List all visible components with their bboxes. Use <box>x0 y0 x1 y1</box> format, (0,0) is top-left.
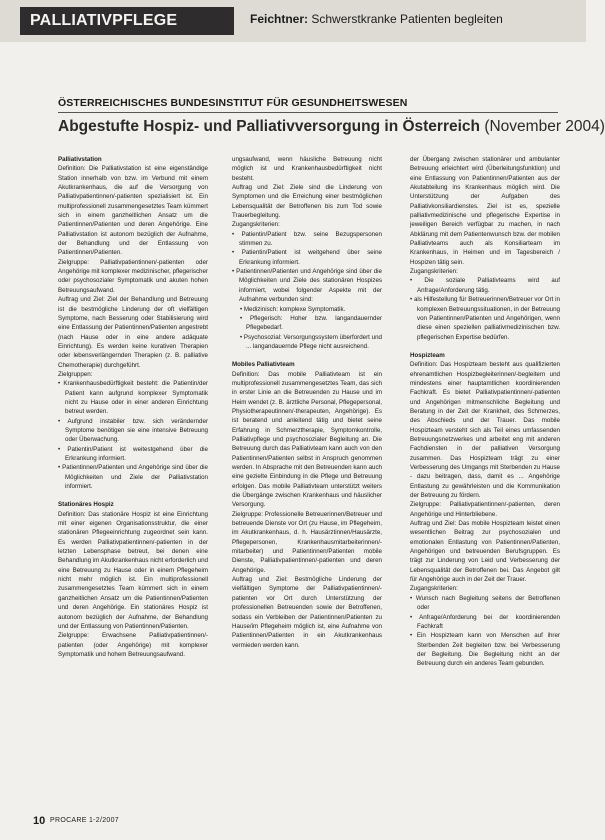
bullet-item: • Patientinnen/Patienten und Angehörige sind über die Möglichkeiten und Ziele des stationären Hospizes informiert, wobei folgender Aspekte mit der Aufnahme verbunden sind: <box>232 268 382 304</box>
author-label: Feichtner: <box>250 12 309 26</box>
bullet-item: • als Hilfestellung für Betreuerinnen/Betreuer vor Ort in komplexen Betreuungssituationen, in der Betreuung von Patientinnen/Patienten und Angehörigen, wenn diese einen speziellen palliativmedizinischen bzw. pflegerischen Expertise bedürfen. <box>410 296 560 341</box>
divider <box>58 112 558 113</box>
text-column-3 <box>410 155 560 669</box>
header-line <box>250 12 503 26</box>
paragraph: Definition: Die Palliativstation ist eine eigenständige Station innerhalb von bzw. im Verbund mit einem Akutkrankenhaus, die auf die Versorgung von Palliativpatientinnen/-patienten spezialisiert ist. Ein multiprofessionell zusammengesetztes Team kümmert sich in einem ganzheitlichen Ansatz um die Patientinnen/Patienten und deren Angehörige. Eine Palliativstation ist autonom bezüglich der Aufnahme, der Behandlung und der Entlassung von Patientinnen/Patienten. <box>58 165 208 257</box>
paragraph: Auftrag und Ziel: Das mobile Hospizteam leistet einen wesentlichen Beitrag zur psychosozialen und emotionalen Entlastung von Patientinnen/Patienten, Angehörigen und betreuenden Berufsgruppen. Es trägt zur Linderung von Leid und Verbesserung der Lebensqualität der Betroffenen bei. Das Angebot gilt für Angehörige auch in der Zeit der Trauer. <box>410 520 560 584</box>
paragraph: Zugangskriterien: <box>410 585 458 593</box>
bullet-item: • Patientin/Patient bzw. seine Bezugspersonen stimmen zu. <box>232 230 382 248</box>
paragraph: Zielgruppe: Professionelle Betreuerinnen/Betreuer und betreuende Dienste vor Ort (zu Hause, im Pflegeheim, im Akutkrankenhaus, d. h. Hausärztinnen/Hausärzte, Pflegepersonen, Krankenhausmitarbeiterinnen/-mitarbeiter) und Patientinnen/Patienten mobile Dienste, Palliativpatientinnen/-patienten und deren Angehörige. <box>232 510 382 574</box>
paragraph: Zugangskriterien: <box>410 268 458 276</box>
title-main: Abgestufte Hospiz- und Palliativversorgung in Österreich <box>58 118 481 135</box>
article-title <box>58 118 605 136</box>
bullet-item: • Anfrage/Anforderung bei der koordinierenden Fachkraft <box>410 613 560 630</box>
text-column-2 <box>232 155 382 650</box>
publication-source: PROCARE 1-2/2007 <box>50 817 119 824</box>
bullet-item: • Krankenhausbedürftigkeit besteht: die Patientin/der Patient kann aufgrund komplexer Symptomatik nicht zu Hause oder in einer anderen Einrichtung betreut werden. <box>58 380 208 416</box>
bullet-item: • Patientinnen/Patienten und Angehörige sind über die Möglichkeiten und Ziele der Palliativstation informiert. <box>58 464 208 491</box>
bullet-item: • Patientin/Patient ist weitgehend über seine Erkrankung informiert. <box>232 249 382 266</box>
bullet-item: • Ein Hospizteam kann von Menschen auf ihrer Sterbenden Zeit begleiten bzw. bei Verbesserung der Begleitung. Die Begleitung nicht an der Betreuung durch ein anderes Team gebunden. <box>410 632 560 668</box>
header-subtitle: Schwerstkranke Patienten begleiten <box>311 12 503 26</box>
text-column-1 <box>58 155 208 659</box>
section-heading: Stationäres Hospiz <box>58 501 114 509</box>
section-heading: Palliativstation <box>58 156 102 163</box>
bullet-item: • Wunsch nach Begleitung seitens der Betroffenen oder <box>410 594 560 612</box>
title-date: (November 2004) <box>484 118 605 135</box>
bullet-item: • Patientin/Patient ist weitestgehend über die Erkrankung informiert. <box>58 445 208 462</box>
bullet-item: • Aufgrund instabiler bzw. sich verändernder Symptome benötigen sie eine intensive Betreuung oder Überwachung. <box>58 417 208 444</box>
paragraph: Zielgruppe: Erwachsene Palliativpatientinnen/-patienten (oder Angehörige) mit komplexer Symptomatik und hohem Betreuungsaufwand. <box>58 632 208 658</box>
paragraph: Auftrag und Ziel: Ziel der Behandlung und Betreuung ist die bestmögliche Linderung der oft vielfältigen Symptome, nach Besserung oder Stabilisierung wird eine Entlassung der Patientinnen/Patienten angestrebt (nach Hause oder in eine andere adäquate Einrichtung). Es werden keine kurativen Therapien oder lebensverlängernden Therapien (z. B. palliative Chemotherapie) durchgeführt. <box>58 296 208 369</box>
sub-bullet-item: • Medizinisch: komplexe Symptomatik. <box>240 305 346 313</box>
sub-bullet-item: • Psychosozial: Versorgungssystem überfordert und ... langandauernde Pflege nicht ausreichend. <box>240 333 382 350</box>
paragraph: Definition: Das mobile Palliativteam ist ein multiprofessionell zusammengesetztes Team, das sich in erster Linie an die Betreuenden zu Hause und im Heim wendet (z. B. ärztliche Personal, Pflegepersonal, Physiotherapeutinnen/-therapeuten, Angehörige). Es ist beratend und anleitend tätig und bietet seine Erfahrung in Schmerztherapie, Symptomkontrolle, Palliativpflege und psychosozialer Begleitung an. Die Betreuung durch das Palliativteam kann auch von den Patientinnen/Patienten selbst in Anspruch genommen werden. In Absprache mit den Betreuenden kann auch eine gezielte Einbindung in die Pflege und Betreuung erfolgen. Das mobile Palliativteam unterstützt weiters die Übergänge zwischen Krankenhaus und häuslicher Versorgung. <box>232 370 382 509</box>
paragraph: Definition: Das Hospizteam besteht aus qualifizierten ehrenamtlichen Hospizbegleiterinnen/-begleitern und mindestens einer hauptamtlichen koordinierenden Fachkraft. Es bietet Palliativpatientinnen/-patienten und Angehörigen mitmenschliche Begleitung und Beratung in der Zeit der Krankheit, des Schmerzes, des Abschieds und der Trauer. Das mobile Hospizteam versteht sich als Teil eines umfassenden Betreuungsnetzwerkes und arbeitet eng mit anderen Fachdiensten in der palliativen Versorgung zusammen. Das Hospizteam trägt zu einer Verbesserung des Umgangs mit Sterbenden zu Hause - dazu beitragen, dass, damit es ... Angehörige Entlastung zu gewährleisten und die Kommunikation der Betreuung zu fördern. <box>410 361 560 500</box>
paragraph: Zielgruppe: Palliativpatientinnen/-patienten, deren Angehörige und Hinterbliebene. <box>410 501 560 518</box>
section-heading: Mobiles Palliativteam <box>232 361 295 369</box>
section-heading: Hospizteam <box>410 351 445 359</box>
paragraph: ungsaufwand, wenn häusliche Betreuung nicht möglich ist und Krankenhausbedürftigkeit nicht besteht. <box>232 156 382 182</box>
header-bar <box>0 0 586 42</box>
page-number: 10 <box>33 815 46 827</box>
sub-bullet-item: • Pflegerisch: Hoher bzw. langandauernder Pflegebedarf. <box>240 314 382 332</box>
section-tag: PALLIATIVPFLEGE <box>20 7 234 35</box>
paragraph: Zielgruppe: Palliativpatientinnen/-patienten oder Angehörige mit komplexer medizinischer, pflegerischer oder psychosozialer Symptomatik und akuten hohen Betreuungsaufwand. <box>58 258 208 294</box>
paragraph: Auftrag und Ziel: Ziele sind die Linderung von Symptomen und die Erreichung einer bestmöglichen Lebensqualität der Betroffenen bis zum Tod sowie Trauerbegleitung. <box>232 184 382 220</box>
paragraph: der Übergang zwischen stationärer und ambulanter Betreuung erleichtert wird (Überleitungsfunktion) und eine Entlassung von Patientinnen/Patienten aus der Akutabteilung ins Krankenhaus möglich wird. Die Unterstützung der Aufgaben des Palliativkonsiliardienstes. Ziel ist es, spezielle palliativmedizinische und pflegerische Expertise in jeweiligen Bereich verfügbar zu machen, in nach Abklärung mit dem Patientenwunsch bzw. der mobilen Palliativteams auch als Konsiliarteam im Krankenhaus, in Heimen und im Tagesbereich / Hospizen tätig sein. <box>410 156 560 266</box>
paragraph: Definition: Das stationäre Hospiz ist eine Einrichtung mit einer eigenen Organisationsstruktur, die einer stationären Pflegeeinrichtung zugeordnet sein kann. Es werden Palliativpatientinnen/-patienten in der letzten Lebensphase betreut, bei denen eine Behandlung im Akutkrankenhaus nicht erforderlich und eine Betreuung zu Hause oder in einem Pflegeheim nicht mehr möglich ist. Ein multiprofessionell zusammengesetztes Team kümmert sich in einem ganzheitlichen Ansatz um die Patientinnen/Patienten und deren Angehörige. Ein stationäres Hospiz ist autonom bezüglich der Aufnahme, der Behandlung und der Entlassung von Patientinnen/Patienten. <box>58 510 208 630</box>
bullet-item: • Die soziale Palliativteams wird auf Anfrage/Anforderung tätig. <box>410 277 560 294</box>
paragraph: Zugangskriterien: <box>232 221 280 229</box>
paragraph: Zielgruppen: <box>58 370 93 378</box>
institute-name: ÖSTERREICHISCHES BUNDESINSTITUT FÜR GESUNDHEITSWESEN <box>58 97 408 109</box>
paragraph: Auftrag und Ziel: Bestmögliche Linderung der vielfältigen Symptome der Palliativpatientinnen/-patienten vor Ort durch Unterstützung der professionellen Betreuenden sowie der Betroffenen, sodass ein Verbleiben der Patientinnen/Patienten zu Hause/im Pflegeheim möglich ist, eine Aufnahme von Patientinnen/Patienten in ein Akutkrankenhaus vermieden werden kann. <box>232 576 382 649</box>
